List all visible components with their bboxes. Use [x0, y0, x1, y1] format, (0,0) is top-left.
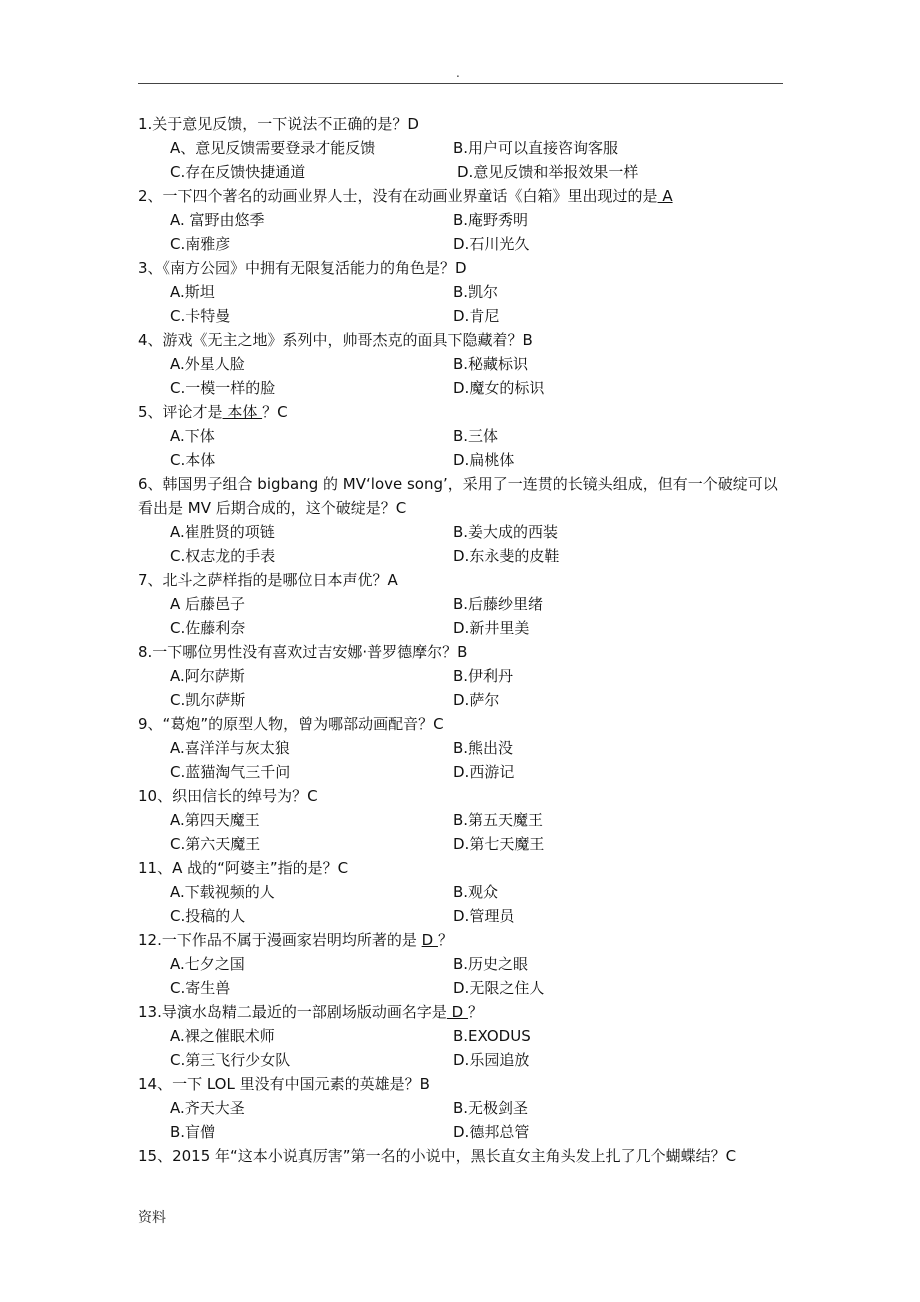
option-c: C.存在反馈快捷通道	[170, 163, 306, 181]
option-a: A 后藤邑子	[170, 595, 246, 613]
option-b: B.EXODUS	[453, 1027, 531, 1045]
header-mark: .	[456, 66, 460, 80]
option-row	[138, 664, 783, 688]
option-d: D.西游记	[453, 763, 515, 781]
option-a: A. 富野由悠季	[170, 211, 265, 229]
option-row	[138, 880, 783, 904]
option-b: B.伊利丹	[453, 667, 514, 685]
option-c: C.卡特曼	[170, 307, 231, 325]
question-13	[138, 1000, 783, 1024]
question-8: 8.一下哪位男性没有喜欢过吉安娜·普罗德摩尔？B	[138, 643, 468, 661]
question-6: 6、韩国男子组合 bigbang 的 MV‘love song’，采用了一连贯的长镜头组成，但有一个破绽可以看出是 MV 后期合成的，这个破绽是？C	[138, 475, 778, 517]
option-row	[138, 544, 783, 568]
option-a: A.崔胜贤的项链	[170, 523, 275, 541]
header-rule	[138, 83, 783, 84]
question-7: 7、北斗之萨样指的是哪位日本声优？A	[138, 571, 398, 589]
option-row	[138, 1096, 783, 1120]
option-c: C.第三飞行少女队	[170, 1051, 291, 1069]
question-4: 4、游戏《无主之地》系列中，帅哥杰克的面具下隐藏着？B	[138, 331, 533, 349]
option-row	[138, 592, 783, 616]
option-b: B.熊出没	[453, 739, 514, 757]
option-c: B.盲僧	[170, 1123, 216, 1141]
option-c: C.佐藤利奈	[170, 619, 246, 637]
option-a: A.喜洋洋与灰太狼	[170, 739, 290, 757]
option-a: A.第四天魔王	[170, 811, 260, 829]
answer-blank: A	[657, 187, 673, 205]
option-row	[138, 904, 783, 928]
option-a: A.斯坦	[170, 283, 215, 301]
option-a: A.齐天大圣	[170, 1099, 245, 1117]
option-a: A.裸之催眠术师	[170, 1027, 275, 1045]
option-row	[138, 136, 783, 160]
option-row	[138, 424, 783, 448]
option-a: A.外星人脸	[170, 355, 245, 373]
option-row	[138, 304, 783, 328]
option-d: D.东永斐的皮鞋	[453, 547, 560, 565]
question-12	[138, 928, 783, 952]
option-c: C.南雅彦	[170, 235, 231, 253]
option-b: B.后藤纱里绪	[453, 595, 544, 613]
option-row	[138, 160, 783, 184]
option-row	[138, 952, 783, 976]
option-d: D.意见反馈和举报效果一样	[457, 163, 639, 181]
question-3: 3、《南方公园》中拥有无限复活能力的角色是？D	[138, 259, 467, 277]
option-c: C.寄生兽	[170, 979, 231, 997]
question-10: 10、织田信长的绰号为？C	[138, 787, 318, 805]
option-d: D.德邦总管	[453, 1123, 530, 1141]
option-d: D.魔女的标识	[453, 379, 545, 397]
question-text: 13.导演水岛精二最近的一部剧场版动画名字是	[138, 1003, 447, 1021]
option-b: B.用户可以直接咨询客服	[453, 139, 619, 157]
option-row	[138, 688, 783, 712]
option-row	[138, 808, 783, 832]
option-a: A、意见反馈需要登录才能反馈	[170, 139, 376, 157]
option-row	[138, 208, 783, 232]
question-text: 2、一下四个著名的动画业界人士，没有在动画业界童话《白箱》里出现过的是	[138, 187, 658, 205]
option-b: B.观众	[453, 883, 499, 901]
option-c: C.一模一样的脸	[170, 379, 276, 397]
option-a: A.七夕之国	[170, 955, 245, 973]
option-c: C.投稿的人	[170, 907, 246, 925]
option-row	[138, 448, 783, 472]
option-row	[138, 232, 783, 256]
question-text: 5、评论才是	[138, 403, 223, 421]
question-15: 15、2015 年“这本小说真厉害”第一名的小说中，黑长直女主角头发上扎了几个蝴蝶结？C	[138, 1147, 737, 1165]
option-b: B.三体	[453, 427, 499, 445]
option-d: D.肯尼	[453, 307, 500, 325]
question-suffix: ？C	[262, 403, 288, 421]
option-row	[138, 376, 783, 400]
option-d: D.第七天魔王	[453, 835, 545, 853]
option-row	[138, 616, 783, 640]
option-row	[138, 736, 783, 760]
footer-label: 资料	[138, 1210, 166, 1226]
option-b: B.历史之眼	[453, 955, 529, 973]
option-d: D.萨尔	[453, 691, 500, 709]
option-d: D.无限之住人	[453, 979, 545, 997]
question-suffix: ？	[467, 1003, 483, 1021]
option-b: B.姜大成的西装	[453, 523, 559, 541]
option-row	[138, 760, 783, 784]
option-c: C.本体	[170, 451, 216, 469]
option-c: C.第六天魔王	[170, 835, 261, 853]
option-b: B.第五天魔王	[453, 811, 544, 829]
option-d: D.新井里美	[453, 619, 530, 637]
option-b: B.秘藏标识	[453, 355, 529, 373]
option-c: C.蓝猫淘气三千问	[170, 763, 291, 781]
option-d: D.扁桃体	[453, 451, 515, 469]
option-row	[138, 976, 783, 1000]
option-a: A.下体	[170, 427, 215, 445]
option-a: A.阿尔萨斯	[170, 667, 245, 685]
question-11: 11、A 战的“阿婆主”指的是？C	[138, 859, 349, 877]
option-row	[138, 352, 783, 376]
option-d: D.管理员	[453, 907, 515, 925]
question-5	[138, 400, 783, 424]
answer-blank: D	[421, 931, 438, 949]
answer-blank: D	[446, 1003, 468, 1021]
question-text: 12.一下作品不属于漫画家岩明均所著的是	[138, 931, 422, 949]
question-9: 9、“葛炮”的原型人物，曾为哪部动画配音？C	[138, 715, 444, 733]
option-b: B.无极剑圣	[453, 1099, 529, 1117]
question-list	[138, 112, 783, 1168]
answer-blank: 本体	[222, 403, 263, 421]
option-d: D.石川光久	[453, 235, 530, 253]
option-row	[138, 1048, 783, 1072]
option-row	[138, 280, 783, 304]
question-2	[138, 184, 783, 208]
question-1: 1.关于意见反馈，一下说法不正确的是？D	[138, 115, 419, 133]
question-suffix: ？	[437, 931, 453, 949]
option-c: C.凯尔萨斯	[170, 691, 246, 709]
option-row	[138, 1024, 783, 1048]
option-b: B.庵野秀明	[453, 211, 529, 229]
option-c: C.权志龙的手表	[170, 547, 276, 565]
option-row	[138, 520, 783, 544]
option-row	[138, 1120, 783, 1144]
option-a: A.下载视频的人	[170, 883, 275, 901]
option-row	[138, 832, 783, 856]
option-b: B.凯尔	[453, 283, 499, 301]
option-d: D.乐园追放	[453, 1051, 530, 1069]
question-14: 14、一下 LOL 里没有中国元素的英雄是？B	[138, 1075, 430, 1093]
